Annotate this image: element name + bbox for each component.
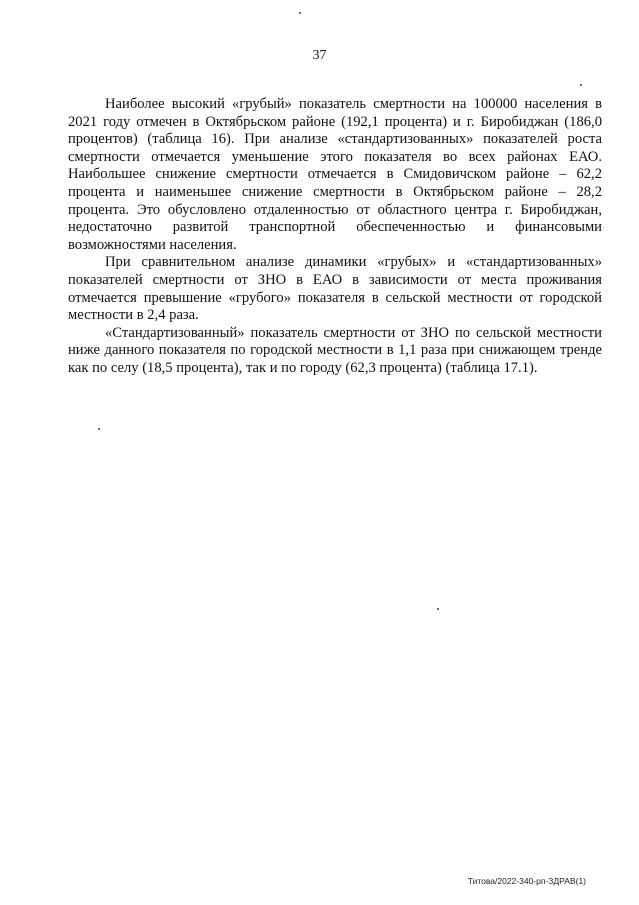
document-code: Титова/2022-340-рп-ЗДРАВ(1) [467, 876, 586, 886]
scan-speck [580, 84, 582, 86]
scan-speck [299, 12, 301, 14]
page-number: 37 [312, 48, 327, 63]
paragraph: «Стандартизованный» показатель смертности от ЗНО по сельской местности ниже данного показателя по городской местности в 1,1 раза при снижающем тренде как по селу (18,5 процента), так и по городу (62,3 процента) (таблица 17.1). [68, 324, 602, 376]
scan-speck [98, 428, 100, 430]
paragraph: Наиболее высокий «грубый» показатель смертности на 100000 населения в 2021 году отмечен в Октябрьском районе (192,1 процента) и г. Биробиджан (186,0 процентов) (таблица 16). При анализе «стандартизованных» показателей роста смертности отмечается уменьшение этого показателя во всех районах ЕАО. Наибольшее снижение смертности отмечается в Смидовичском районе – 62,2 процента и наименьшее снижение смертности в Октябрьском районе – 28,2 процента. Это обусловлено отдаленностью от областного центра г. Биробиджан, недостаточно развитой транспортной обеспеченностью и финансовыми возможностями населения. [68, 96, 602, 253]
scan-speck [437, 608, 439, 610]
paragraph: При сравнительном анализе динамики «грубых» и «стандартизованных» показателей смертности от ЗНО в ЕАО в зависимости от места проживания отмечается превышение «грубого» показателя в сельской местности от городской местности в 2,4 раза. [68, 254, 602, 324]
document-body [68, 96, 602, 378]
